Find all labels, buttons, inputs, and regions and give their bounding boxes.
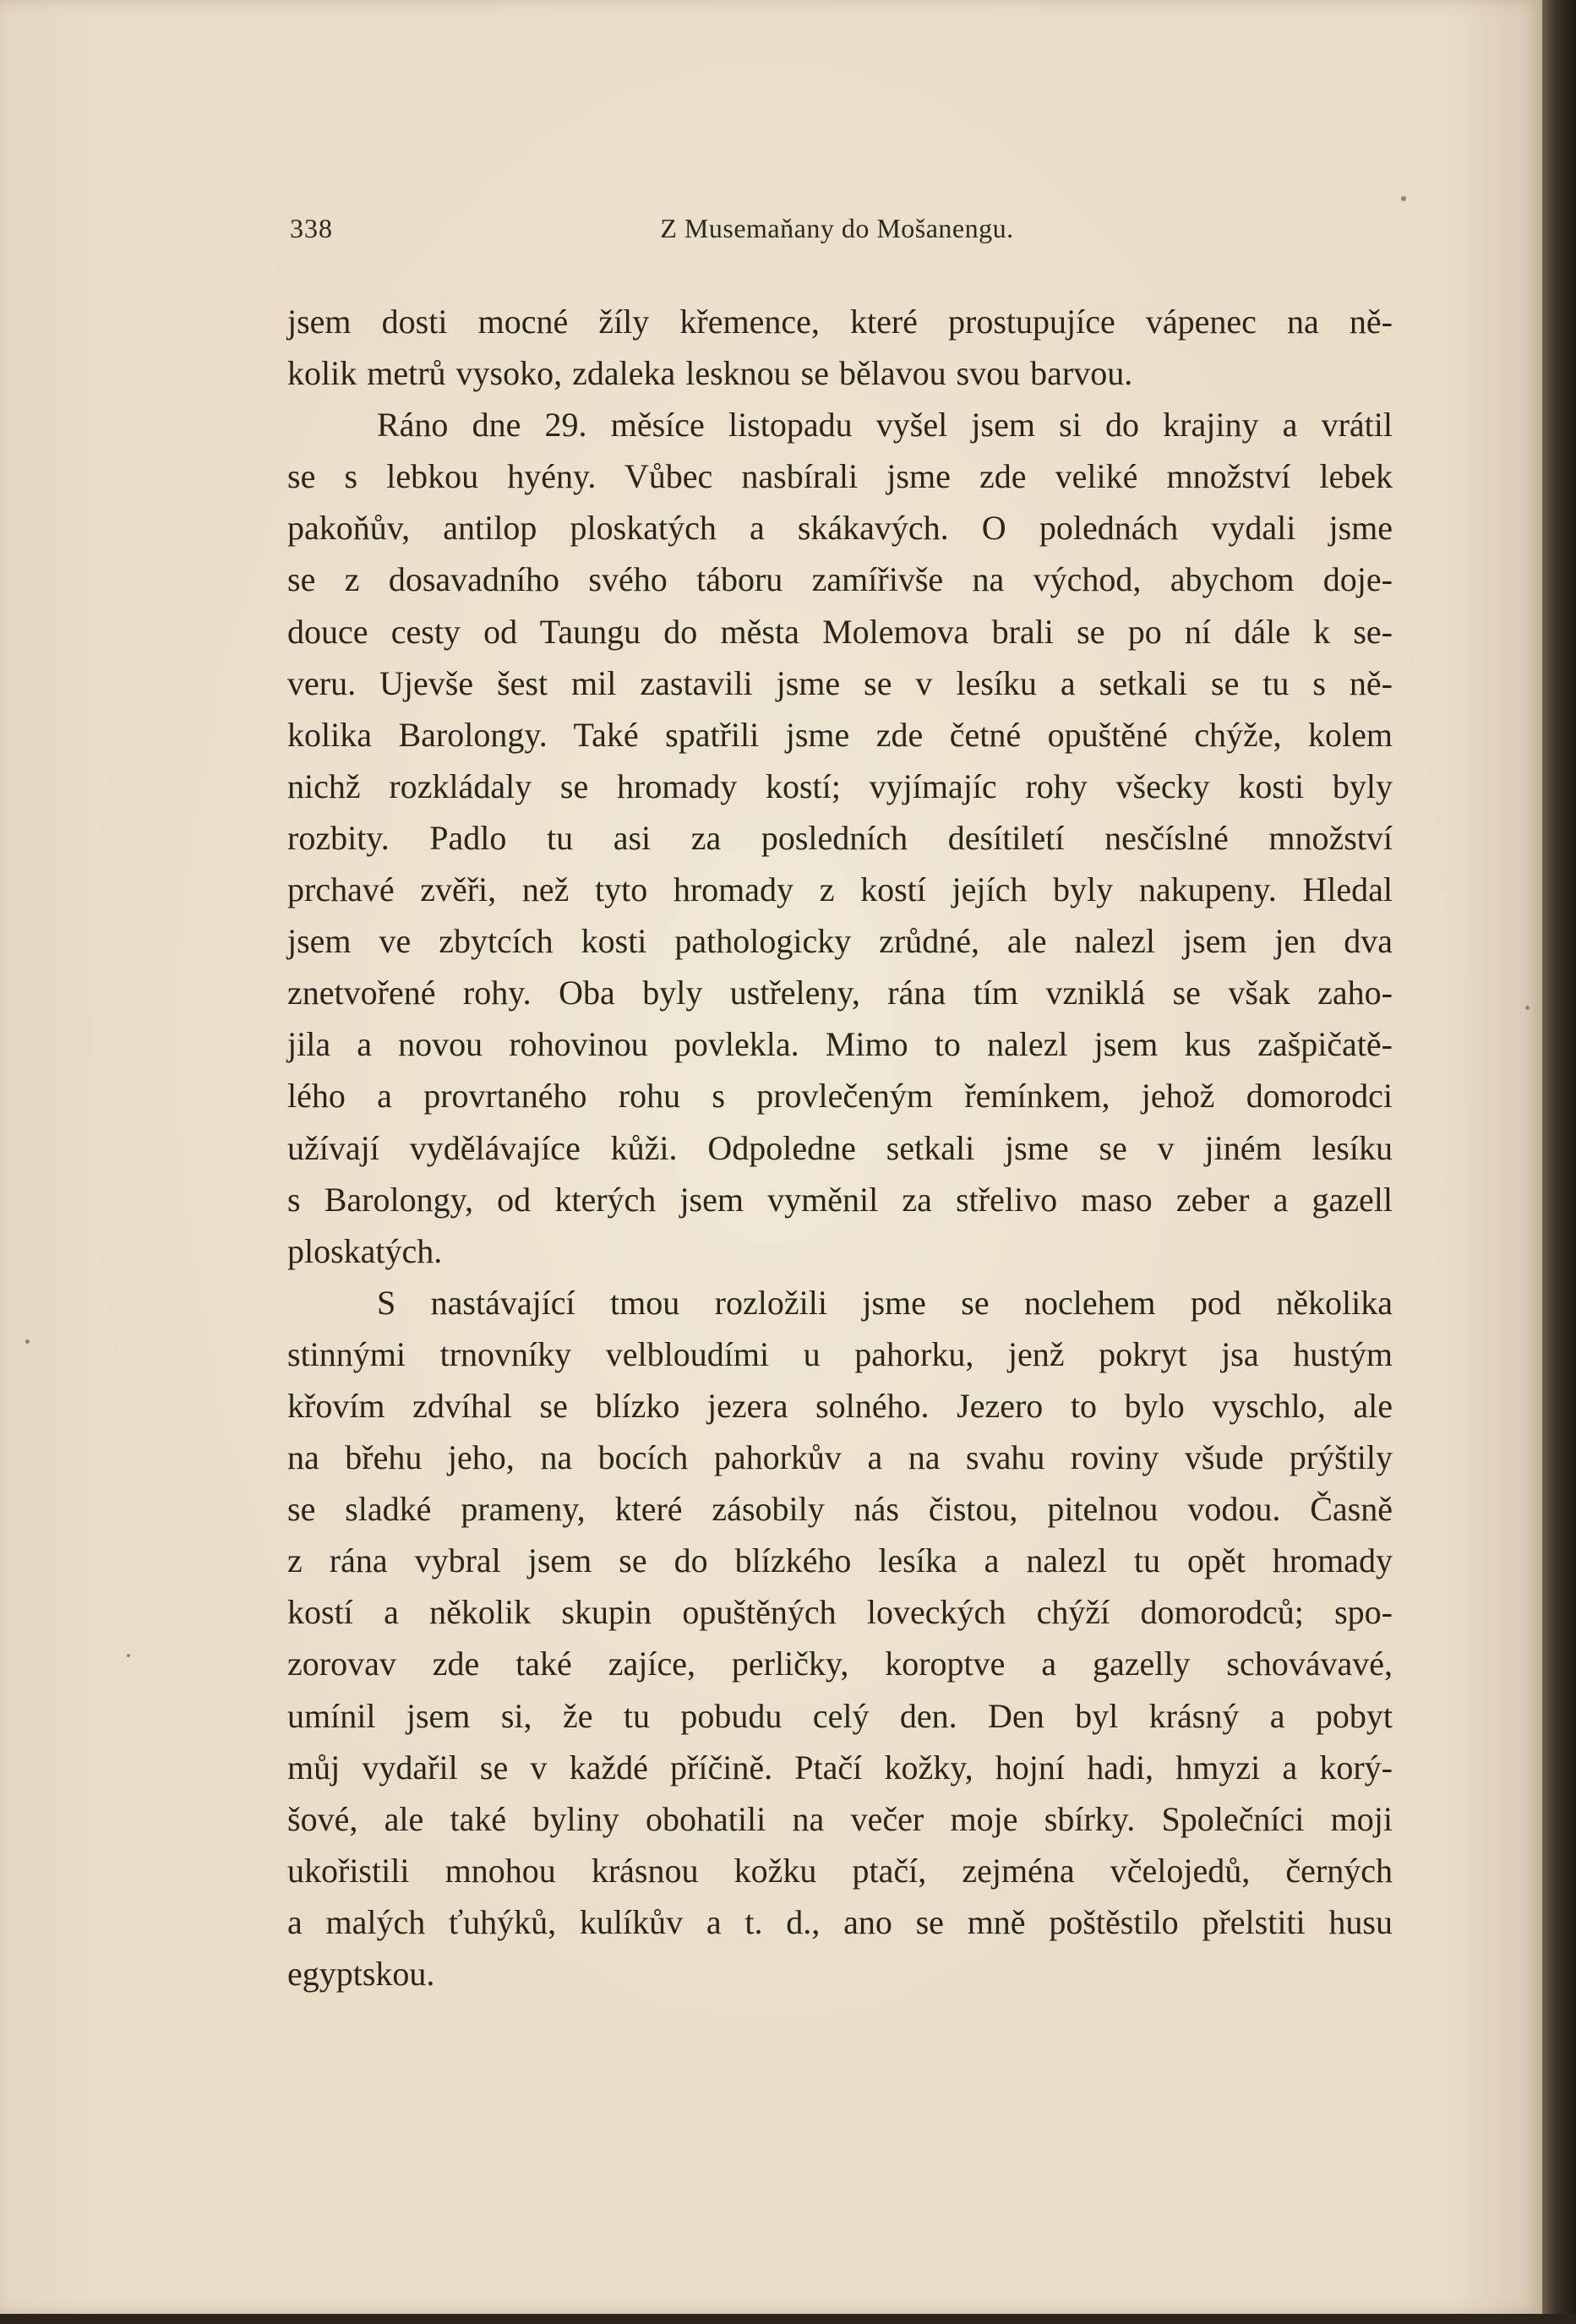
text-line: lého a provrtaného rohu s provlečeným řemínkem, jehož domorodci bbox=[287, 1077, 1393, 1116]
text-line: kolik metrů vysoko, zdaleka lesknou se bělavou svou barvou. bbox=[287, 354, 1133, 393]
text-line: douce cesty od Taungu do města Molemova brali se po ní dále k se- bbox=[287, 612, 1393, 651]
paper-speck bbox=[1525, 1006, 1530, 1010]
text-line: ploskatých. bbox=[287, 1231, 443, 1270]
text-line: jila a novou rohovinou povlekla. Mimo to nalezl jsem kus zašpičatě- bbox=[287, 1025, 1393, 1064]
text-line: užívají vydělávajíce kůži. Odpoledne setkali jsme se v jiném lesíku bbox=[287, 1128, 1393, 1167]
text-line: stinnými trnovníky velbloudími u pahorku, jenž pokryt jsa hustým bbox=[287, 1334, 1393, 1373]
paper-speck bbox=[127, 1654, 130, 1657]
text-line: z rána vybral jsem se do blízkého lesíka a nalezl tu opět hromady bbox=[287, 1541, 1393, 1580]
text-line: se sladké prameny, které zásobily nás čistou, pitelnou vodou. Časně bbox=[287, 1490, 1393, 1529]
text-line: znetvořené rohy. Oba byly ustřeleny, rána tím vzniklá se však zaho- bbox=[287, 974, 1393, 1012]
running-title: Z Musemaňany do Mošanengu. bbox=[660, 213, 1014, 243]
text-line: zorovav zde také zajíce, perličky, koroptve a gazelly schovávavé, bbox=[287, 1645, 1393, 1683]
text-line: kostí a několik skupin opuštěných loveckých chýží domorodců; spo- bbox=[287, 1593, 1393, 1632]
book-binding-edge bbox=[1542, 0, 1576, 2324]
body-text bbox=[287, 296, 1393, 1999]
text-line: jsem dosti mocné žíly křemence, které prostupujíce vápenec na ně- bbox=[287, 303, 1393, 341]
text-line: a malých ťuhýků, kulíkův a t. d., ano se mně poštěstilo přelstiti husu bbox=[287, 1902, 1393, 1941]
page-number: 338 bbox=[290, 213, 333, 243]
text-line: s Barolongy, od kterých jsem vyměnil za střelivo maso zeber a gazell bbox=[287, 1180, 1393, 1219]
text-line: můj vydařil se v každé příčině. Ptačí kožky, hojní hadi, hmyzi a korý- bbox=[287, 1748, 1393, 1787]
text-line: rozbity. Padlo tu asi za posledních desítiletí nesčíslné množství bbox=[287, 818, 1393, 857]
text-line: ukořistili mnohou krásnou kožku ptačí, zejména včelojedů, černých bbox=[287, 1851, 1393, 1890]
text-line: veru. Ujevše šest mil zastavili jsme se v lesíku a setkali se tu s ně- bbox=[287, 663, 1393, 702]
text-line: pakoňův, antilop ploskatých a skákavých. O polednách vydali jsme bbox=[287, 509, 1393, 548]
text-line: umínil jsem si, že tu pobudu celý den. Den byl krásný a pobyt bbox=[287, 1696, 1393, 1735]
text-line: egyptskou. bbox=[287, 1955, 435, 1993]
text-line: kolika Barolongy. Také spatřili jsme zde četné opuštěné chýže, kolem bbox=[287, 715, 1393, 754]
paper-speck bbox=[1401, 196, 1406, 201]
page-header bbox=[290, 213, 1384, 255]
text-line: jsem ve zbytcích kosti pathologicky zrůdné, ale nalezl jsem jen dva bbox=[287, 922, 1393, 961]
text-line: Ráno dne 29. měsíce listopadu vyšel jsem si do krajiny a vrátil bbox=[377, 406, 1393, 445]
text-line: se s lebkou hyény. Vůbec nasbírali jsme zde veliké množství lebek bbox=[287, 457, 1393, 496]
text-line: S nastávající tmou rozložili jsme se noclehem pod několika bbox=[377, 1283, 1393, 1322]
text-line: prchavé zvěři, než tyto hromady z kostí jejích byly nakupeny. Hledal bbox=[287, 870, 1393, 909]
text-line: šové, ale také byliny obohatili na večer moje sbírky. Společníci moji bbox=[287, 1799, 1393, 1838]
text-line: na břehu jeho, na bocích pahorkův a na svahu roviny všude prýštily bbox=[287, 1438, 1393, 1477]
text-line: křovím zdvíhal se blízko jezera solného. Jezero to bylo vyschlo, ale bbox=[287, 1386, 1393, 1425]
page-bottom-edge bbox=[0, 2314, 1576, 2324]
text-line: se z dosavadního svého táboru zamířivše na východ, abychom doje- bbox=[287, 560, 1393, 599]
text-line: nichž rozkládaly se hromady kostí; vyjímajíc rohy všecky kosti byly bbox=[287, 766, 1393, 805]
paper-speck bbox=[25, 1339, 30, 1344]
